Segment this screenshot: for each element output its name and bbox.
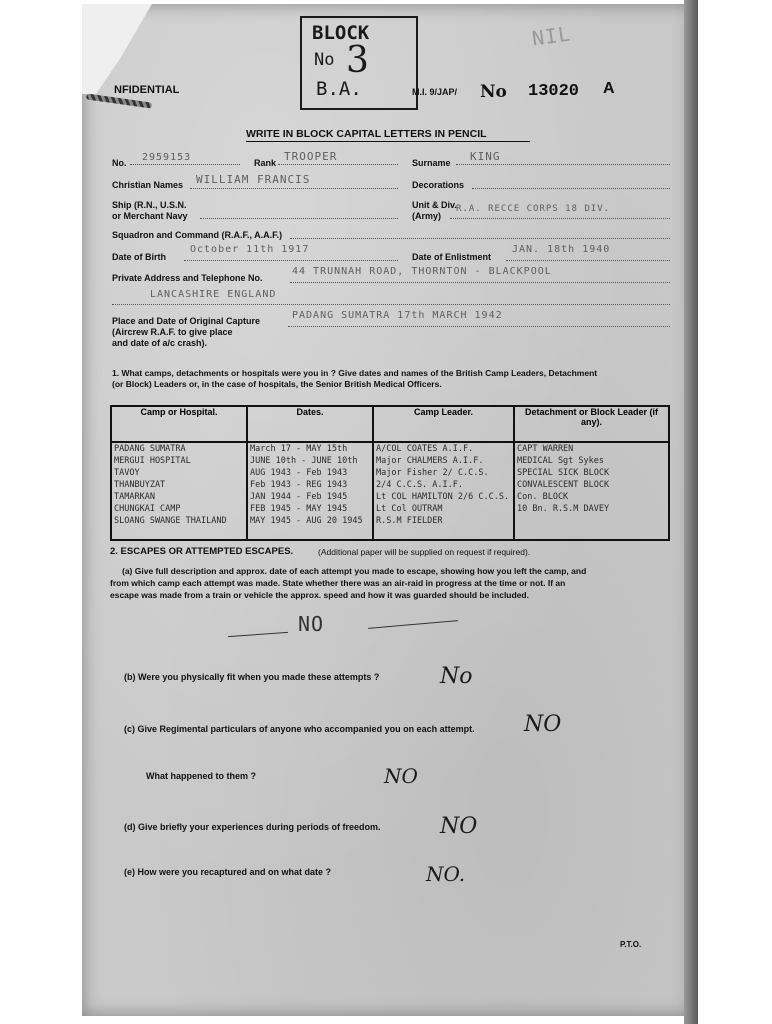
number-label: No (480, 82, 507, 102)
surname-label: Surname (412, 158, 451, 168)
capture-label-line1: Place and Date of Original Capture (112, 316, 261, 326)
squadron-label: Squadron and Command (R.A.F., A.A.F.) (112, 230, 283, 240)
section2-note: (Additional paper will be supplied on request if required). (318, 547, 531, 557)
col-detachment: Detachment or Block Leader (if any). (514, 406, 669, 442)
ship-label-line2: or Merchant Navy (112, 211, 188, 221)
camp-entry: PADANG SUMATRA (114, 444, 186, 454)
camp-entry: MERGUI HOSPITAL (114, 456, 191, 466)
surname-line (456, 164, 670, 165)
leader-entry: R.S.M FIELDER (376, 516, 443, 526)
unit-label-line1: Unit & Div. (412, 200, 457, 210)
address-value2: LANCASHIRE ENGLAND (150, 289, 277, 300)
capture-label-line3: and date of a/c crash). (112, 338, 208, 348)
question-a-line2: from which camp each attempt was made. State whether there was an air-raid in progress at the time or not. If an (110, 578, 566, 588)
stamp-ba: B.A. (316, 78, 362, 100)
rank-label: Rank (254, 158, 277, 168)
col-leader: Camp Leader. (373, 406, 514, 442)
camp-entry: TAMARKAN (114, 492, 155, 502)
dates-cell (247, 442, 373, 540)
question-c-followup: What happened to them ? (146, 771, 256, 781)
answer-a: NO (298, 612, 325, 636)
answer-b: No (440, 664, 473, 689)
detachment-entry: Con. BLOCK (517, 492, 569, 502)
ship-label (112, 200, 188, 222)
stamp-no: No (314, 50, 335, 70)
address-label: Private Address and Telephone No. (112, 273, 263, 283)
col-camp: Camp or Hospital. (111, 406, 247, 442)
decorations-line (472, 188, 670, 189)
instruction-underline (246, 141, 530, 142)
camp-table (110, 405, 670, 541)
enlistment-label: Date of Enlistment (412, 252, 492, 262)
leader-entry: Major Fisher 2/ C.C.S. (376, 468, 489, 478)
date-entry: JAN 1944 - Feb 1945 (250, 492, 348, 502)
unit-value: R.A. RECCE CORPS 18 DIV. (456, 204, 611, 214)
section1-question-line2: (or Block) Leaders or, in the case of hospitals, the Senior British Medical Officers. (112, 379, 442, 389)
detachment-entry: SPECIAL SICK BLOCK (517, 468, 610, 478)
enlistment-value: JAN. 18th 1940 (512, 244, 611, 255)
enlistment-line (506, 260, 670, 261)
question-a-line1: (a) Give full description and approx. date of each attempt you made to escape, showing how you left the camp, and (122, 566, 587, 576)
confidential-label: NFIDENTIAL (114, 84, 180, 96)
unit-line (450, 218, 670, 219)
rank-value: TROOPER (284, 150, 338, 163)
date-entry: JUNE 10th - JUNE 10th (250, 456, 358, 466)
no-line (130, 164, 240, 165)
answer-d: NO (440, 814, 478, 839)
no-value: 2959153 (142, 152, 192, 163)
camp-cell (111, 442, 247, 540)
block-stamp (300, 16, 418, 110)
christian-names-line (190, 188, 398, 189)
detachment-entry: CAPT WARREN (517, 444, 574, 454)
date-entry: MAY 1945 - AUG 20 1945 (250, 516, 363, 526)
question-b: (b) Were you physically fit when you made these attempts ? (124, 672, 380, 682)
stamp-number: 3 (346, 40, 369, 81)
unit-label-line2: (Army) (412, 211, 442, 221)
squadron-line (290, 238, 670, 239)
reference-code: M.I. 9/JAP/ (412, 87, 458, 97)
answer-e: NO. (426, 862, 466, 886)
ship-line (200, 218, 398, 219)
camp-entry: TAVOY (114, 468, 140, 478)
number-suffix: A (603, 80, 615, 97)
dob-value: October 11th 1917 (190, 244, 310, 255)
dob-label: Date of Birth (112, 252, 166, 262)
answer-c: NO (524, 712, 562, 737)
date-entry: Feb 1943 - REG 1943 (250, 480, 348, 490)
col-dates: Dates. (247, 406, 373, 442)
christian-names-label: Christian Names (112, 180, 184, 190)
detachment-entry: CONVALESCENT BLOCK (517, 480, 610, 490)
answer-c-followup: NO (384, 764, 418, 788)
question-c: (c) Give Regimental particulars of anyone who accompanied you on each attempt. (124, 724, 475, 734)
nil-scribble: NIL (530, 21, 573, 51)
leader-entry: Lt COL HAMILTON 2/6 C.C.S. (376, 492, 510, 502)
camp-entry: THANBUYZAT (114, 480, 166, 490)
camp-entry: SLOANG SWANGE THAILAND (114, 516, 227, 526)
camp-table-body (111, 442, 669, 540)
section1-question: 1. What camps, detachments or hospitals were you in ? Give dates and names of the British Camp Leaders, Detachment (112, 368, 598, 378)
rank-line (278, 164, 398, 165)
document-number: 13020 (528, 82, 580, 101)
christian-names-value: WILLIAM FRANCIS (196, 173, 311, 186)
capture-label-line2: (Aircrew R.A.F. to give place (112, 327, 233, 337)
ship-label-line1: Ship (R.N., U.S.N. (112, 200, 187, 210)
leader-entry: Lt Col OUTRAM (376, 504, 443, 514)
leader-entry: 2/4 C.C.S. A.I.F. (376, 480, 463, 490)
no-label: No. (112, 158, 127, 168)
detachment-entry: 10 Bn. R.S.M DAVEY (517, 504, 610, 514)
date-entry: AUG 1943 - Feb 1943 (250, 468, 348, 478)
question-e: (e) How were you recaptured and on what date ? (124, 867, 332, 877)
paper-stack-edge (684, 0, 698, 1024)
leader-cell (373, 442, 514, 540)
camp-table-header (111, 406, 669, 442)
date-entry: March 17 - MAY 15th (250, 444, 348, 454)
question-a-line3: escape was made from a train or vehicle the approx. speed and how it was guarded should be included. (110, 590, 529, 600)
question-d: (d) Give briefly your experiences during periods of freedom. (124, 822, 381, 832)
surname-value: KING (470, 150, 501, 163)
capture-label (112, 316, 260, 349)
section2-title: 2. ESCAPES OR ATTEMPTED ESCAPES. (110, 546, 294, 557)
address-line1 (290, 282, 670, 283)
dob-line (184, 260, 398, 261)
address-value: 44 TRUNNAH ROAD, THORNTON - BLACKPOOL (292, 266, 552, 277)
capture-value: PADANG SUMATRA 17th MARCH 1942 (292, 310, 503, 321)
instruction-title: WRITE IN BLOCK CAPITAL LETTERS IN PENCIL (246, 128, 487, 140)
background-left (0, 0, 84, 1024)
detachment-entry: MEDICAL Sgt Sykes (517, 456, 604, 466)
detachment-cell (514, 442, 669, 540)
camp-entry: CHUNGKAI CAMP (114, 504, 181, 514)
stamp-block: BLOCK (312, 22, 370, 44)
leader-entry: A/COL COATES A.I.F. (376, 444, 474, 454)
pto-label: P.T.O. (620, 940, 642, 949)
decorations-label: Decorations (412, 180, 465, 190)
date-entry: FEB 1945 - MAY 1945 (250, 504, 348, 514)
capture-line (288, 326, 670, 327)
address-line2 (112, 304, 670, 305)
leader-entry: Major CHALMERS A.I.F. (376, 456, 484, 466)
